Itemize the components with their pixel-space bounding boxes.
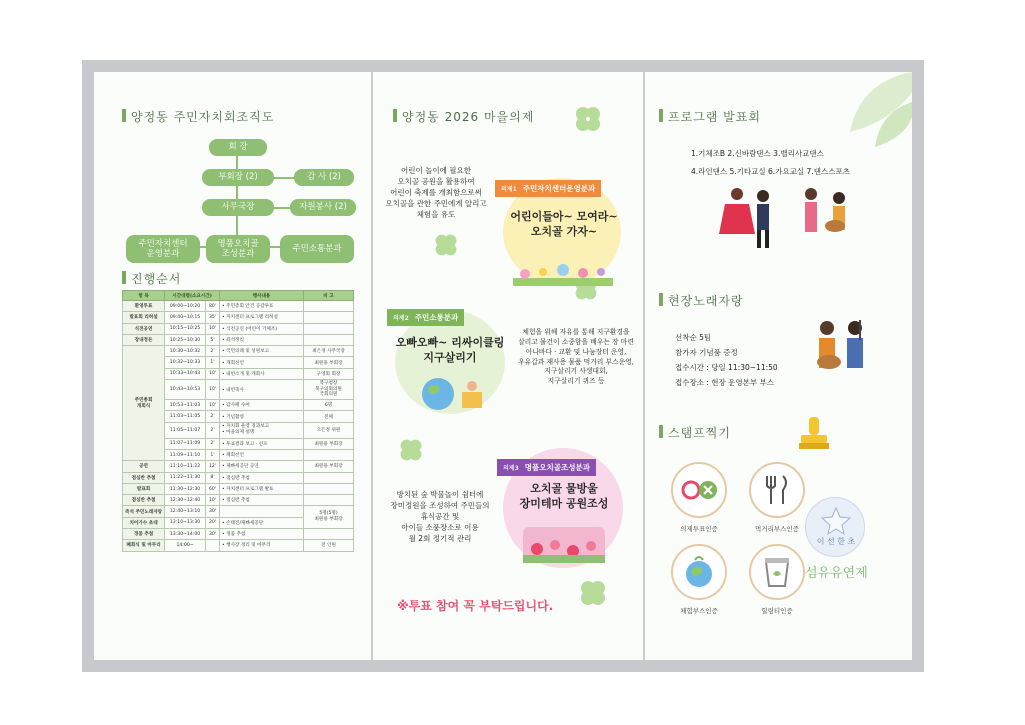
panel-organization <box>94 72 370 660</box>
org-secretary: 사무국장 <box>202 199 274 216</box>
karaoke-info <box>675 330 778 390</box>
cell <box>304 323 354 334</box>
table-row <box>123 334 354 345</box>
desc-line: 아나바다 · 교환 및 나눔장터 운영, <box>525 347 627 356</box>
cell-text: 북구의회의원 <box>315 386 342 392</box>
desc-line: 어린이 축제를 개최함으로써 <box>390 187 482 197</box>
cell-text: 북구청장 <box>319 380 338 386</box>
cell: • 국민의례 및 성원보고 <box>220 346 304 357</box>
program-title: 프로그램 발표회 <box>659 108 761 125</box>
agenda2-badge <box>387 309 464 326</box>
cell: 13:30~14:00 <box>165 529 206 540</box>
singers-illustration-icon <box>795 184 859 254</box>
cell: 10' <box>205 380 219 400</box>
org-volunteer: 자원봉사 (2) <box>290 199 356 216</box>
cell: 11:05~11:07 <box>165 422 206 438</box>
agenda-number: 의제2 <box>393 315 409 322</box>
cell: 12:30~12:40 <box>165 495 206 506</box>
ox-icon <box>673 464 725 516</box>
karaoke-line: 참가자 기념품 증정 <box>675 348 738 357</box>
org-committee-ochigol <box>206 235 270 263</box>
org-chair: 회 장 <box>209 139 267 156</box>
stamp-label: 힐링티인증 <box>761 607 793 615</box>
cell: 11:10~11:22 <box>165 461 206 472</box>
cell: 구영회 회장 <box>304 368 354 379</box>
table-row <box>123 461 354 472</box>
header-cell: 항 목 <box>123 291 165 301</box>
desc-line: 휴식공간 및 <box>420 511 460 521</box>
duet-singers-icon <box>809 316 875 386</box>
agenda2-description <box>511 328 641 387</box>
cell: • 개회선언 <box>220 357 304 368</box>
agenda3-badge <box>497 459 596 476</box>
cell: 30' <box>205 506 219 517</box>
karaoke-line: 선착순 5팀 <box>675 333 712 342</box>
cell: 최원용 부회장 <box>304 357 354 368</box>
cell: 2' <box>205 346 219 357</box>
table-row <box>123 529 354 540</box>
cell: 10:53~11:03 <box>165 400 206 411</box>
cell: 10:25~10:30 <box>165 334 206 345</box>
table-row <box>123 301 354 312</box>
cell: 11:03~11:05 <box>165 411 206 422</box>
clover-icon <box>578 578 608 608</box>
header-cell: 비 고 <box>304 291 354 301</box>
fork-knife-icon <box>751 464 803 516</box>
cell: 10' <box>205 495 219 506</box>
cell: 80' <box>205 301 219 312</box>
agenda-title: 양정동 2026 마을의제 <box>393 108 534 125</box>
rose-garden-icon <box>523 527 605 563</box>
agenda-dept: 명품오치골조성분과 <box>524 463 590 472</box>
cell: 발표회 <box>123 483 165 494</box>
cell: • 폐회선언 <box>220 449 304 460</box>
cell: 점심반 추첨 <box>123 472 165 483</box>
cell: 공연 <box>123 461 165 472</box>
cell: • 주민총회 안건 공감투표 <box>220 301 304 312</box>
org-auditor: 감 사 (2) <box>294 169 354 186</box>
cell: 폐회식 및 마무리 <box>123 540 165 551</box>
stamp-title: 스탬프찍기 <box>659 424 731 441</box>
desc-line: 오치골 공원을 활용하여 <box>397 176 475 186</box>
cell: 13:10~13:30 <box>165 517 206 528</box>
karaoke-line: 접수시간 : 당일 11:30~11:50 <box>675 363 778 372</box>
cell <box>304 529 354 540</box>
org-text: 주민자치센터 <box>138 238 188 249</box>
brand-seal <box>805 497 865 557</box>
earth-icon <box>673 546 725 598</box>
desc-line: 방치된 숲 박물놀이 쉼터에 <box>396 490 484 499</box>
org-chart-title: 양정동 주민자치회조직도 <box>122 108 274 125</box>
headline-line: 오빠오빠~ 리싸이클링 <box>395 336 505 349</box>
headline-line: 오치골 가자~ <box>530 224 598 238</box>
cell: 경품 추첨 <box>123 529 165 540</box>
cell: 2' <box>205 438 219 449</box>
cell <box>220 506 304 517</box>
cell: 장내정돈 <box>123 334 165 345</box>
clover-icon <box>433 232 459 258</box>
cell: 최원용 부회장 <box>304 438 354 449</box>
header-cell: 시간대별(소요시간) <box>165 291 220 301</box>
cell <box>205 540 219 551</box>
cell: 1' <box>205 449 219 460</box>
cell: 점심반 추첨 <box>123 495 165 506</box>
cell: 12:40~13:10 <box>165 506 206 517</box>
cell: 5' <box>205 334 219 345</box>
table-row <box>123 346 354 357</box>
agenda3-description <box>381 490 499 544</box>
org-vice-chair: 부회장 (2) <box>202 169 274 186</box>
cell: 09:00~10:20 <box>165 301 206 312</box>
cell: 09:40~10:15 <box>165 312 206 323</box>
clover-icon <box>573 104 603 134</box>
org-text: 명품오치골 <box>217 238 259 249</box>
cell: 11:30~12:30 <box>165 483 206 494</box>
panel-agenda <box>373 72 642 660</box>
cell <box>220 422 304 438</box>
cell: 2' <box>205 422 219 438</box>
stamp-tool-icon <box>797 417 831 457</box>
stamp-food-booth <box>749 462 805 518</box>
agenda-number: 의제3 <box>503 465 519 472</box>
program-list-line: 1.기체조B 2.신바람댄스 3.밸리사교댄스 <box>691 149 824 158</box>
cell-text: 개회식 <box>136 404 151 410</box>
cell: 환영투표 <box>123 301 165 312</box>
cell: 2' <box>205 411 219 422</box>
agenda-number: 의제1 <box>501 186 517 193</box>
cell: 35' <box>205 312 219 323</box>
cell: 6명 <box>304 400 354 411</box>
scanned-sheet <box>82 60 924 672</box>
cell: 즉석 주민노래자랑 <box>123 506 165 517</box>
cell: 식전공연 <box>123 323 165 334</box>
cell: • 경품 추첨 <box>220 529 304 540</box>
cell: 10:32~10:33 <box>165 357 206 368</box>
cell: • 점심반 추첨 <box>220 495 304 506</box>
cell: • 자치센터 프로그램 리허설 <box>220 312 304 323</box>
cell: • 투표결과 보고 · 선포 <box>220 438 304 449</box>
cell: 10:33~10:43 <box>165 368 206 379</box>
clover-icon <box>398 437 424 463</box>
cell <box>304 301 354 312</box>
cell: • 내빈소개 및 개회사 <box>220 368 304 379</box>
desc-line: 아이들 소풍장소로 이용 <box>401 522 479 532</box>
headline-line: 어린이들아~ 모여라~ <box>510 210 618 223</box>
cell <box>304 312 354 323</box>
cell: 11:22~11:30 <box>165 472 206 483</box>
cell: 10' <box>205 368 219 379</box>
cell: 11:09~11:10 <box>165 449 206 460</box>
cell: 최원용 부회장 <box>304 461 354 472</box>
brochure-paper <box>94 72 912 660</box>
cell: 10:30~10:32 <box>165 346 206 357</box>
cell: 10' <box>205 323 219 334</box>
schedule-table <box>122 290 354 552</box>
table-row <box>123 323 354 334</box>
desc-line: 지구살리기 퀴즈 등 <box>547 377 605 386</box>
cell: • 좌석정리 <box>220 334 304 345</box>
star-icon <box>821 506 851 536</box>
brand-text: 섬유유연제 <box>805 566 868 581</box>
agenda-dept: 주민자치센터운영분과 <box>522 184 596 193</box>
panel-program <box>645 72 912 660</box>
stamp-healing-tea <box>749 544 805 600</box>
cell <box>304 483 354 494</box>
desc-line: 지구살리기 사생대회, <box>544 367 608 376</box>
desc-line: 체험을 위해 자유를 통해 지구환경을 <box>522 328 630 336</box>
cell <box>304 472 354 483</box>
cell: 오은정 위원 <box>304 422 354 438</box>
earth-recycle-icon <box>418 374 488 412</box>
org-committee-center <box>126 235 200 263</box>
stamp-label: 먹거리부스인증 <box>755 525 799 533</box>
schedule-title: 진행순서 <box>122 270 181 287</box>
cell <box>304 334 354 345</box>
stamp-agenda-vote <box>671 462 727 518</box>
table-row <box>123 506 354 517</box>
table-header <box>123 291 354 301</box>
leaf-decoration-icon <box>820 72 912 152</box>
cell: 전체 <box>304 411 354 422</box>
cell: • 내빈축사 <box>220 380 304 400</box>
org-text: 운영분과 <box>146 249 180 259</box>
agenda2-headline <box>385 336 515 366</box>
cell: 11:07~11:09 <box>165 438 206 449</box>
cell: • 제빠세공단 공연 <box>220 461 304 472</box>
headline-line: 지구살리기 <box>423 350 477 364</box>
cell <box>304 495 354 506</box>
desc-line: 장미정원을 조성하여 주민들의 <box>390 500 490 510</box>
header-cell: 행사내용 <box>220 291 304 301</box>
cell: • 손태진/제빠세공단 <box>220 517 304 528</box>
agenda1-badge <box>495 180 601 197</box>
cell-text: 국회의원 <box>319 392 338 398</box>
cell: • 점심반 추첨 <box>220 472 304 483</box>
cell: • 식전공연 (어린이 기체조) <box>220 323 304 334</box>
cell: 20' <box>205 517 219 528</box>
cell: 10:43~10:53 <box>165 380 206 400</box>
org-text: 조성분과 <box>221 249 255 259</box>
cell: • 자치센터 프로그램 발표 <box>220 483 304 494</box>
vote-request: ※투표 참여 꼭 부탁드립니다. <box>397 599 554 613</box>
cell: 발표회 리허설 <box>123 312 165 323</box>
desc-line: 우유갑과 재사용 물품 먹거리 부스운영, <box>518 357 634 366</box>
stamp-label: 의제투표인증 <box>680 525 718 533</box>
cell: 전 인원 <box>304 540 354 551</box>
cell: • 기념촬영 <box>220 411 304 422</box>
desc-line: 체험을 유도 <box>416 209 456 219</box>
agenda1-description <box>381 166 491 220</box>
desc-line: 살리고 물건이 소중함을 배우는 장 마련 <box>518 337 634 346</box>
tea-cup-icon <box>751 546 803 598</box>
cell: • 감사패 수여 <box>220 400 304 411</box>
org-committee-communication: 주민소통분과 <box>280 235 354 263</box>
headline-line: 장미테마 공원조성 <box>519 496 609 510</box>
cell-merged-note <box>304 506 354 529</box>
cell-text: • 자치회 운영 경과보고 <box>222 424 270 430</box>
cell-text: 주민총회 <box>134 398 153 404</box>
karaoke-line: 접수장소 : 현장 운영본부 부스 <box>675 378 775 387</box>
table-row <box>123 312 354 323</box>
cell: 30' <box>205 529 219 540</box>
cell: 60' <box>205 483 219 494</box>
cell-text: • 마을의제 설명 <box>222 430 255 436</box>
table-row <box>123 472 354 483</box>
table-row <box>123 540 354 551</box>
stamp-label: 체험부스인증 <box>680 607 718 615</box>
cell: 8' <box>205 472 219 483</box>
cell: 10' <box>205 400 219 411</box>
flowers-illustration-icon <box>513 260 613 286</box>
cell: 1' <box>205 357 219 368</box>
karaoke-title: 현장노래자랑 <box>659 292 744 309</box>
cell: • 행사장 정리 및 마무리 <box>220 540 304 551</box>
cell: 14:00~ <box>165 540 206 551</box>
headline-line: 오치골 물방울 <box>530 482 598 495</box>
cell: 12' <box>205 461 219 472</box>
program-list-line: 4.라인댄스 5.기타교실 6.가요교실 7.댄스스포츠 <box>691 167 850 176</box>
desc-line: 오치골을 관한 주민에게 알리고 <box>385 198 487 208</box>
table-row <box>123 483 354 494</box>
cell <box>304 380 354 400</box>
cell: 치어가수 초대 <box>123 517 165 528</box>
cell: 10:15~10:25 <box>165 323 206 334</box>
cell-text: 5명(5명) <box>319 511 338 517</box>
dancers-illustration-icon <box>715 184 785 254</box>
desc-line: 월 2회 정기적 관리 <box>408 533 472 543</box>
cell-main-session <box>123 346 165 461</box>
table-row <box>123 495 354 506</box>
agenda1-headline <box>497 210 631 240</box>
stamp-experience-booth <box>671 544 727 600</box>
cell <box>304 449 354 460</box>
desc-line: 어린이 놀이에 필요한 <box>401 166 471 175</box>
agenda-dept: 주민소통분과 <box>414 313 459 322</box>
cell: 최은경 사무국장 <box>304 346 354 357</box>
agenda3-headline <box>497 482 631 512</box>
cell-text: 최원용 부회장 <box>314 517 343 523</box>
brand-seal-text: 이 선 한 초 <box>816 537 856 546</box>
